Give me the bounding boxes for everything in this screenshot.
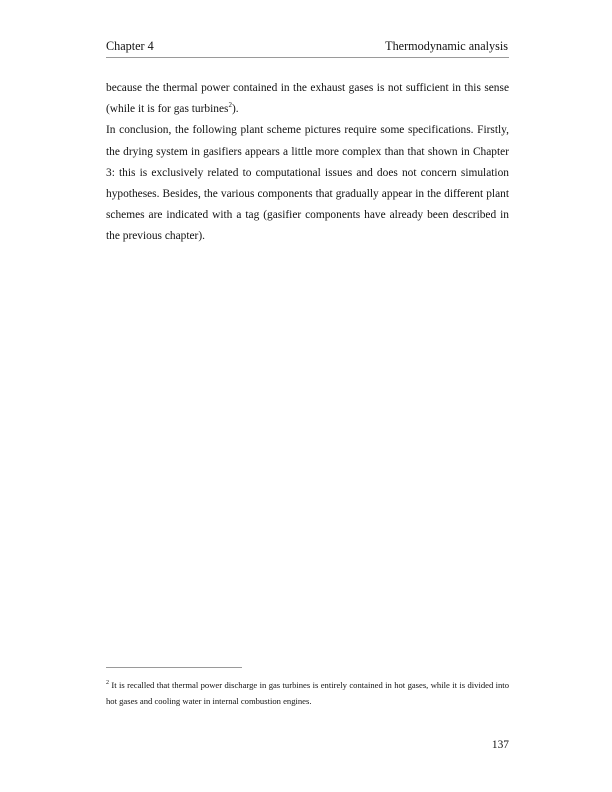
paragraph-end: ). (231, 103, 239, 116)
main-text (106, 78, 509, 248)
header-section-title: Thermodynamic analysis (385, 39, 508, 53)
page-number: 137 (491, 739, 509, 751)
header-divider (106, 57, 509, 58)
footnote-divider (106, 667, 242, 668)
footnote-number: 2 (106, 680, 109, 686)
paragraph-continuation (106, 78, 509, 120)
running-header (106, 37, 508, 55)
header-chapter: Chapter 4 (106, 39, 154, 53)
paragraph-text: because the thermal power contained in the exhaust gases is not sufficient in this sense (while it is for gas turbines (106, 82, 509, 116)
footnote (106, 677, 509, 709)
paragraph-conclusion: In conclusion, the following plant scheme pictures require some specifications. Firstly, the drying system in gasifiers appears a little more complex than that shown in Chapter 3: this is exclusively related to computational issues and does not concern simulation hypotheses. Besides, the various components that gradually appear in the different plant schemes are indicated with a tag (gasifier components have already been described in the previous chapter). (106, 124, 509, 243)
footnote-reference: 2 (228, 101, 232, 110)
footnote-text: It is recalled that thermal power discharge in gas turbines is entirely contained in hot gases, while it is divided into hot gases and cooling water in internal combustion engines. (106, 680, 509, 706)
